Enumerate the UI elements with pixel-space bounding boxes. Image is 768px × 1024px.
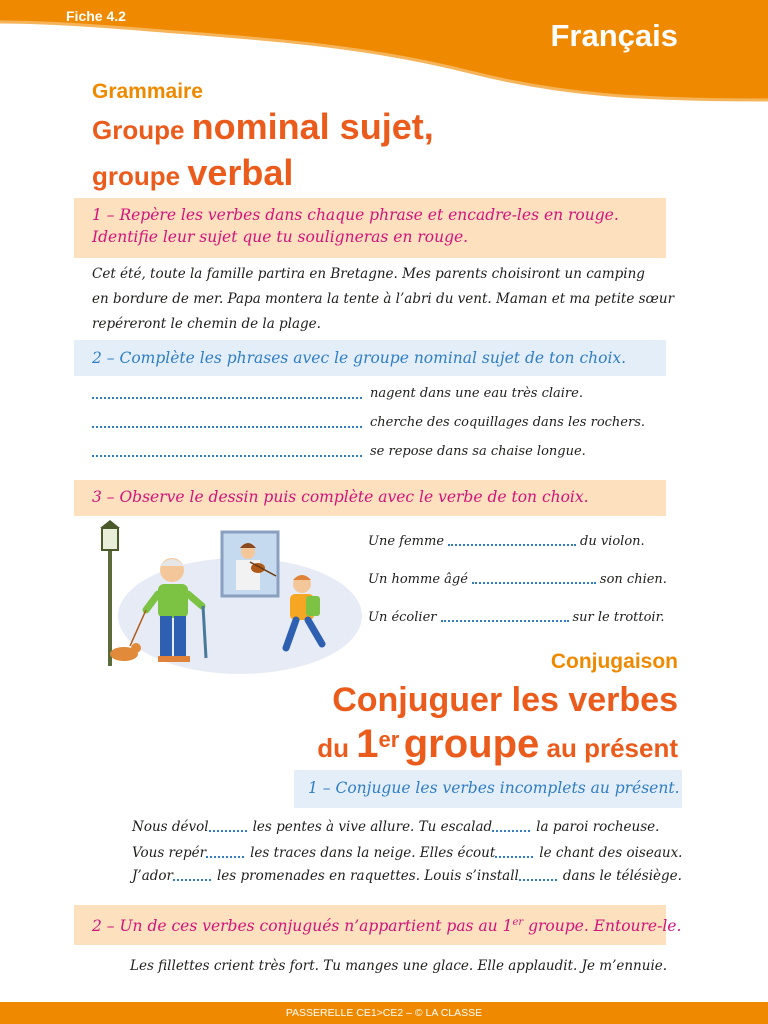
- grammar-title: [92, 108, 434, 200]
- answer-blank[interactable]: [472, 576, 596, 584]
- drawing-sentence: [368, 572, 667, 587]
- title-superscript: er: [378, 727, 400, 752]
- sentence-start: Un écolier: [368, 610, 437, 625]
- title-word: verbal: [187, 152, 294, 193]
- fill-row-text: cherche des coquillages dans les rochers.: [370, 415, 646, 430]
- ending-blank[interactable]: [206, 850, 244, 858]
- answer-blank[interactable]: [92, 397, 362, 399]
- fiche-number: Fiche 4.2: [66, 8, 126, 24]
- conjugation-line: [132, 819, 659, 835]
- line-text: les traces dans la neige. Elles écout: [250, 845, 496, 861]
- passage-line: Cet été, toute la famille partira en Bretagne. Mes parents choisiront un camping: [92, 266, 645, 282]
- ending-blank[interactable]: [173, 873, 211, 881]
- fill-row-text: se repose dans sa chaise longue.: [370, 444, 586, 459]
- line-text: les promenades en raquettes. Louis s’install: [216, 868, 519, 884]
- footer: PASSERELLE CE1>CE2 – © LA CLASSE: [0, 1002, 768, 1024]
- grammar-label: Grammaire: [92, 80, 203, 103]
- title-word: du: [317, 733, 357, 763]
- title-word: groupe: [403, 722, 540, 766]
- conj-exercise1-instruction: 1 – Conjugue les verbes incomplets au présent.: [308, 779, 680, 797]
- exercise1-instruction: [92, 204, 662, 248]
- drawing-sentence: [368, 534, 645, 549]
- verb-stem: Vous repér: [132, 845, 207, 861]
- answer-blank[interactable]: [92, 455, 362, 457]
- answer-blank[interactable]: [441, 614, 569, 622]
- street-scene-illustration: [90, 518, 362, 676]
- exercise1-passage: [92, 262, 682, 337]
- drawing-sentence: [368, 610, 665, 625]
- conj-exercise2-instruction: [92, 912, 681, 937]
- fill-row-text: nagent dans une eau très claire.: [370, 386, 583, 401]
- exercise3-instruction: 3 – Observe le dessin puis complète avec le verbe de ton choix.: [92, 488, 589, 506]
- line-text: le chant des oiseaux.: [539, 845, 683, 861]
- instruction-part: 2 – Un de ces verbes conjugués n’appartient pas au 1: [92, 917, 513, 936]
- title-line: Conjuguer les verbes: [332, 681, 678, 719]
- sentence-start: Un homme âgé: [368, 572, 468, 587]
- line-text: les pentes à vive allure. Tu escalad: [252, 819, 493, 835]
- conjugation-line: [132, 845, 682, 861]
- sentence-start: Une femme: [368, 534, 445, 549]
- fill-row: [92, 415, 692, 437]
- conj-exercise2-sentence: Les fillettes crient très fort. Tu manges une glace. Elle applaudit. Je m’ennuie.: [130, 958, 668, 974]
- sentence-end: son chien.: [599, 572, 667, 587]
- line-text: la paroi rocheuse.: [536, 819, 660, 835]
- subject-title: Français: [550, 18, 678, 53]
- ending-blank[interactable]: [209, 824, 247, 832]
- ending-blank[interactable]: [492, 824, 530, 832]
- line-text: dans le télésiège.: [562, 868, 682, 884]
- answer-blank[interactable]: [448, 538, 576, 546]
- verb-stem: Nous dévol: [132, 819, 209, 835]
- instruction-part: groupe. Entoure-le.: [523, 917, 682, 936]
- title-word: nominal sujet,: [191, 106, 434, 147]
- answer-blank[interactable]: [92, 426, 362, 428]
- passage-line: repéreront le chemin de la plage.: [92, 316, 321, 332]
- title-word: 1: [356, 722, 379, 766]
- title-word: Groupe: [92, 115, 192, 145]
- ending-blank[interactable]: [495, 850, 533, 858]
- title-word: au présent: [539, 733, 678, 763]
- title-word: groupe: [92, 161, 188, 191]
- sentence-end: sur le trottoir.: [572, 610, 665, 625]
- fill-row: [92, 386, 692, 408]
- verb-stem: J’ador: [132, 868, 173, 884]
- passage-line: en bordure de mer. Papa montera la tente à l’abri du vent. Maman et ma petite sœur: [92, 291, 675, 307]
- ending-blank[interactable]: [519, 873, 557, 881]
- conjugation-title: [317, 678, 678, 775]
- instruction-superscript: er: [512, 917, 524, 928]
- conjugation-line: [132, 868, 682, 884]
- sentence-end: du violon.: [580, 534, 645, 549]
- exercise2-instruction: 2 – Complète les phrases avec le groupe nominal sujet de ton choix.: [92, 349, 627, 367]
- instruction-line: 1 – Repère les verbes dans chaque phrase et encadre-les en rouge.: [92, 206, 619, 224]
- conjugation-label: Conjugaison: [550, 650, 678, 673]
- fill-row: [92, 444, 692, 466]
- instruction-line: Identifie leur sujet que tu souligneras en rouge.: [92, 228, 469, 246]
